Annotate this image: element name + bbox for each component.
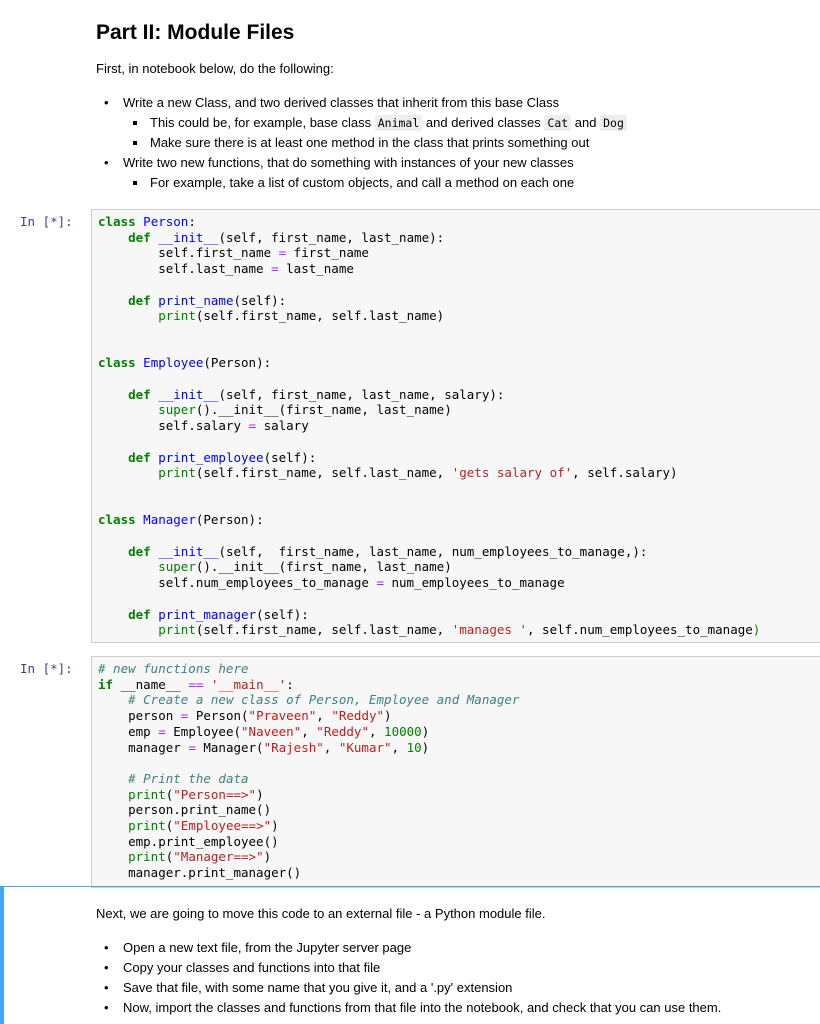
- section-heading: Part II: Module Files: [96, 21, 295, 44]
- list-item: • Now, import the classes and functions from that file into the notebook, and check that you can use them.: [96, 999, 800, 1017]
- list-item: • Write a new Class, and two derived classes that inherit from this base Class: [96, 94, 800, 112]
- instruction-list: [96, 94, 800, 192]
- markdown-cell-instructions[interactable]: [96, 0, 800, 194]
- list-item: • Write two new functions, that do something with instances of your new classes: [96, 154, 800, 172]
- instruction-list: [96, 939, 800, 1017]
- inline-code: Dog: [600, 115, 627, 131]
- inline-code: Cat: [544, 115, 571, 131]
- input-prompt: In [*]:: [20, 661, 73, 676]
- code-cell-classes[interactable]: [91, 209, 820, 643]
- code-editor[interactable]: class Person: def __init__(self, first_name, last_name): self.first_name = first_name self.last_name = last_name def print_name(self): print(self.first_name, self.last_name) class Employee(Person): def __init__(self, first_name, last_name, salary): super().__init__(first_name, last_name) self.salary = salary def print_employee(self): print(self.first_name, self.last_name, 'gets salary of', self.salary) class Manager(Person): def __init__(self, first_name, last_name, num_employees_to_manage,): super().__init__(first_name, last_name) self.num_employees_to_manage = num_employees_to_manage def print_manager(self): print(self.first_name, self.last_name, 'manages ', self.num_employees_to_manage): [98, 214, 761, 638]
- text-span: This could be, for example, base class: [150, 115, 375, 130]
- list-item: • Save that file, with some name that you give it, and a '.py' extension: [96, 979, 800, 997]
- text-span: and: [571, 115, 601, 130]
- code-editor[interactable]: # new functions here if __name__ == '__main__': # Create a new class of Person, Employee and Manager person = Person("Praveen", "Reddy") emp = Employee("Naveen", "Reddy", 10000) manager = Manager("Rajesh", "Kumar", 10) # Print the data print("Person==>") person.print_name() print("Employee==>") emp.print_employee() print("Manager==>") manager.print_manager(): [98, 661, 520, 881]
- markdown-cell-module-instructions[interactable]: [96, 887, 800, 1019]
- selected-cell-indicator: [0, 887, 4, 1024]
- intro-text: First, in notebook below, do the following:: [96, 61, 334, 76]
- intro-text: Next, we are going to move this code to an external file - a Python module file.: [96, 906, 546, 921]
- list-item: [96, 114, 800, 132]
- code-cell-functions[interactable]: [91, 656, 820, 888]
- inline-code: Animal: [375, 115, 423, 131]
- input-prompt: In [*]:: [20, 214, 73, 229]
- list-item: Make sure there is at least one method in the class that prints something out: [96, 134, 800, 152]
- list-item: • Copy your classes and functions into that file: [96, 959, 800, 977]
- list-item: For example, take a list of custom objects, and call a method on each one: [96, 174, 800, 192]
- text-span: and derived classes: [422, 115, 545, 130]
- list-item: • Open a new text file, from the Jupyter server page: [96, 939, 800, 957]
